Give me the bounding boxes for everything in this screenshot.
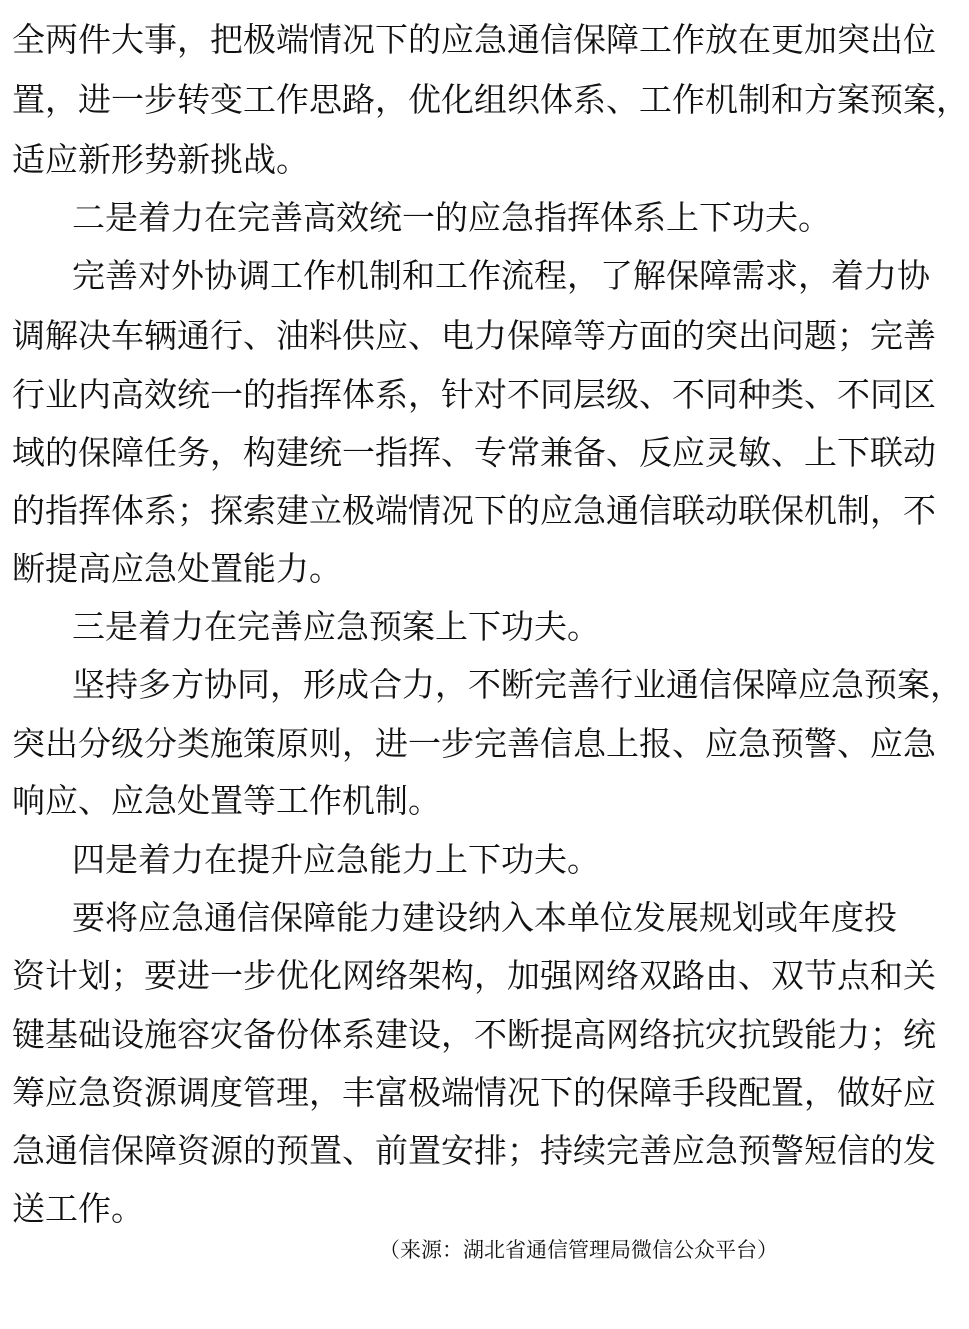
text-line: 调解决车辆通行、油料供应、电力保障等方面的突出问题；完善 <box>12 316 936 355</box>
text-line: 急通信保障资源的预置、前置安排；持续完善应急预警短信的发 <box>12 1131 936 1170</box>
text-line: 坚持多方协同，形成合力，不断完善行业通信保障应急预案， <box>72 665 963 704</box>
section-heading: 二是着力在完善高效统一的应急指挥体系上下功夫。 <box>72 198 831 237</box>
text-line: 完善对外协调工作机制和工作流程，了解保障需求，着力协 <box>72 256 930 295</box>
text-line: 筹应急资源调度管理，丰富极端情况下的保障手段配置，做好应 <box>12 1073 936 1112</box>
text-line: 送工作。 <box>12 1189 144 1228</box>
text-line: 键基础设施容灾备份体系建设，不断提高网络抗灾抗毁能力；统 <box>12 1015 936 1054</box>
text-line: 断提高应急处置能力。 <box>12 549 342 588</box>
text-line: 置，进一步转变工作思路，优化组织体系、工作机制和方案预案， <box>12 80 969 119</box>
text-line: 适应新形势新挑战。 <box>12 140 309 179</box>
text-line: 突出分级分类施策原则，进一步完善信息上报、应急预警、应急 <box>12 724 936 763</box>
text-line: 全两件大事，把极端情况下的应急通信保障工作放在更加突出位 <box>12 20 936 59</box>
section-heading: 三是着力在完善应急预案上下功夫。 <box>72 607 600 646</box>
text-line: 行业内高效统一的指挥体系，针对不同层级、不同种类、不同区 <box>12 375 936 414</box>
text-line: 响应、应急处置等工作机制。 <box>12 781 441 820</box>
text-line: 要将应急通信保障能力建设纳入本单位发展规划或年度投 <box>72 898 897 937</box>
text-line: 的指挥体系；探索建立极端情况下的应急通信联动联保机制，不 <box>12 491 936 530</box>
text-line: 域的保障任务，构建统一指挥、专常兼备、反应灵敏、上下联动 <box>12 433 936 472</box>
source-note: （来源：湖北省通信管理局微信公众平台） <box>379 1238 778 1262</box>
text-line: 资计划；要进一步优化网络架构，加强网络双路由、双节点和关 <box>12 956 936 995</box>
section-heading: 四是着力在提升应急能力上下功夫。 <box>72 840 600 879</box>
